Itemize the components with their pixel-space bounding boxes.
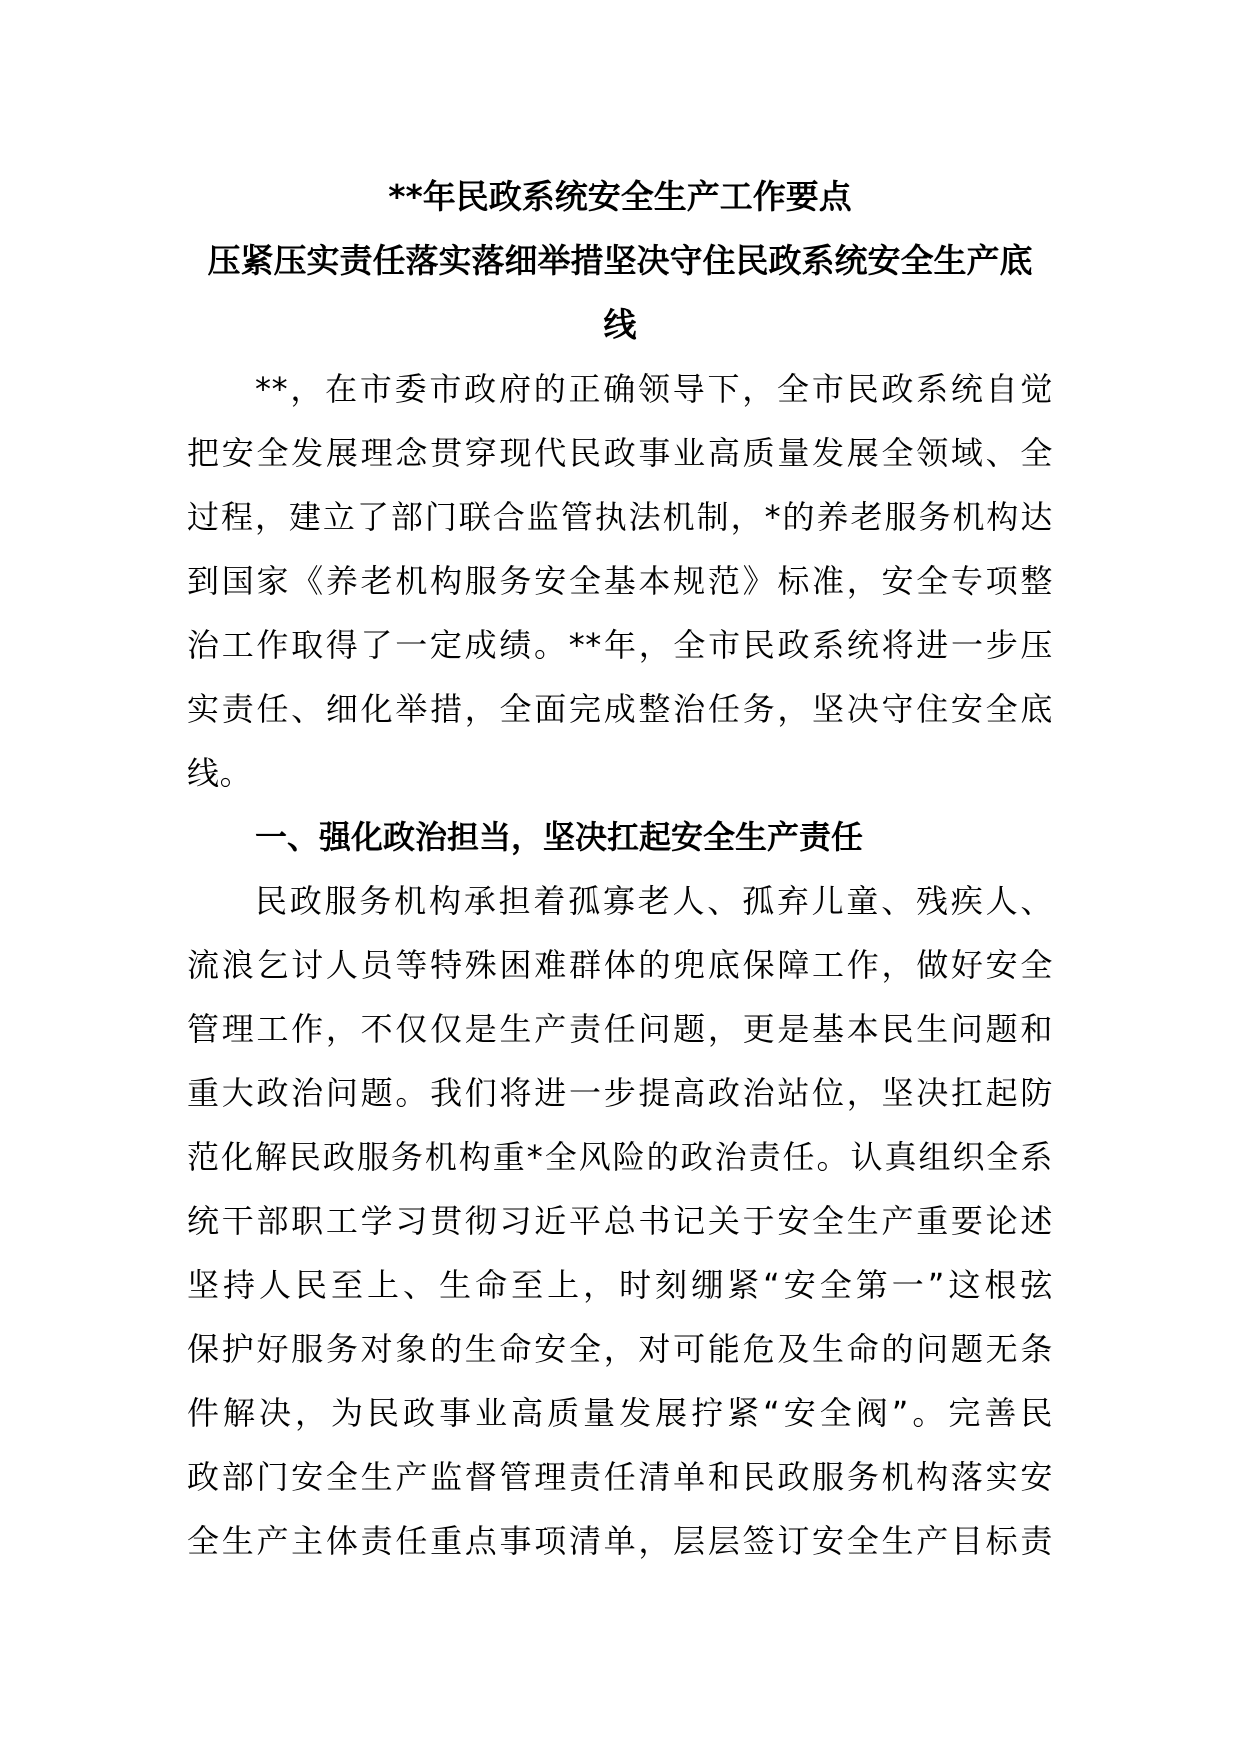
subtitle-line: 线 xyxy=(603,305,637,344)
paragraph-line: 线。 xyxy=(187,754,253,792)
paragraph-line: 范化解民政服务机构重*全风险的政治责任。认真组织全系 xyxy=(187,1138,1053,1176)
section-1-paragraph xyxy=(187,869,1053,1573)
paragraph-line: 政部门安全生产监督管理责任清单和民政服务机构落实安 xyxy=(187,1458,1053,1496)
paragraph-line: 把安全发展理念贯穿现代民政事业高质量发展全领域、全 xyxy=(187,434,1053,472)
paragraph-line: 全生产主体责任重点事项清单，层层签订安全生产目标责 xyxy=(187,1522,1053,1560)
paragraph-line: 管理工作，不仅仅是生产责任问题，更是基本民生问题和 xyxy=(187,1010,1053,1048)
paragraph-line: 治工作取得了一定成绩。**年，全市民政系统将进一步压 xyxy=(187,626,1053,664)
paragraph-line: 到国家《养老机构服务安全基本规范》标准，安全专项整 xyxy=(187,562,1053,600)
paragraph-line: 实责任、细化举措，全面完成整治任务，坚决守住安全底 xyxy=(187,690,1053,728)
paragraph-line: 流浪乞讨人员等特殊困难群体的兜底保障工作，做好安全 xyxy=(187,946,1053,984)
paragraph-line: 过程，建立了部门联合监管执法机制，*的养老服务机构达 xyxy=(187,498,1053,536)
paragraph-line: 保护好服务对象的生命安全，对可能危及生命的问题无条 xyxy=(187,1330,1053,1368)
paragraph-line: 统干部职工学习贯彻习近平总书记关于安全生产重要论述 xyxy=(187,1202,1053,1240)
document-title: **年民政系统安全生产工作要点 xyxy=(388,177,852,216)
document-subtitle xyxy=(187,229,1053,357)
paragraph-line: 重大政治问题。我们将进一步提高政治站位，坚决扛起防 xyxy=(187,1074,1053,1112)
paragraph-line: 民政服务机构承担着孤寡老人、孤弃儿童、残疾人、 xyxy=(255,882,1053,920)
document-page xyxy=(187,165,1053,1573)
subtitle-line: 压紧压实责任落实落细举措坚决守住民政系统安全生产底 xyxy=(207,241,1033,280)
section-1-heading: 一、强化政治担当，坚决扛起安全生产责任 xyxy=(255,818,864,856)
paragraph-line: **，在市委市政府的正确领导下，全市民政系统自觉 xyxy=(255,370,1053,408)
intro-paragraph xyxy=(187,357,1053,805)
paragraph-line: 坚持人民至上、生命至上，时刻绷紧“安全第一”这根弦 xyxy=(187,1266,1053,1304)
paragraph-line: 件解决，为民政事业高质量发展拧紧“安全阀”。完善民 xyxy=(187,1394,1053,1432)
